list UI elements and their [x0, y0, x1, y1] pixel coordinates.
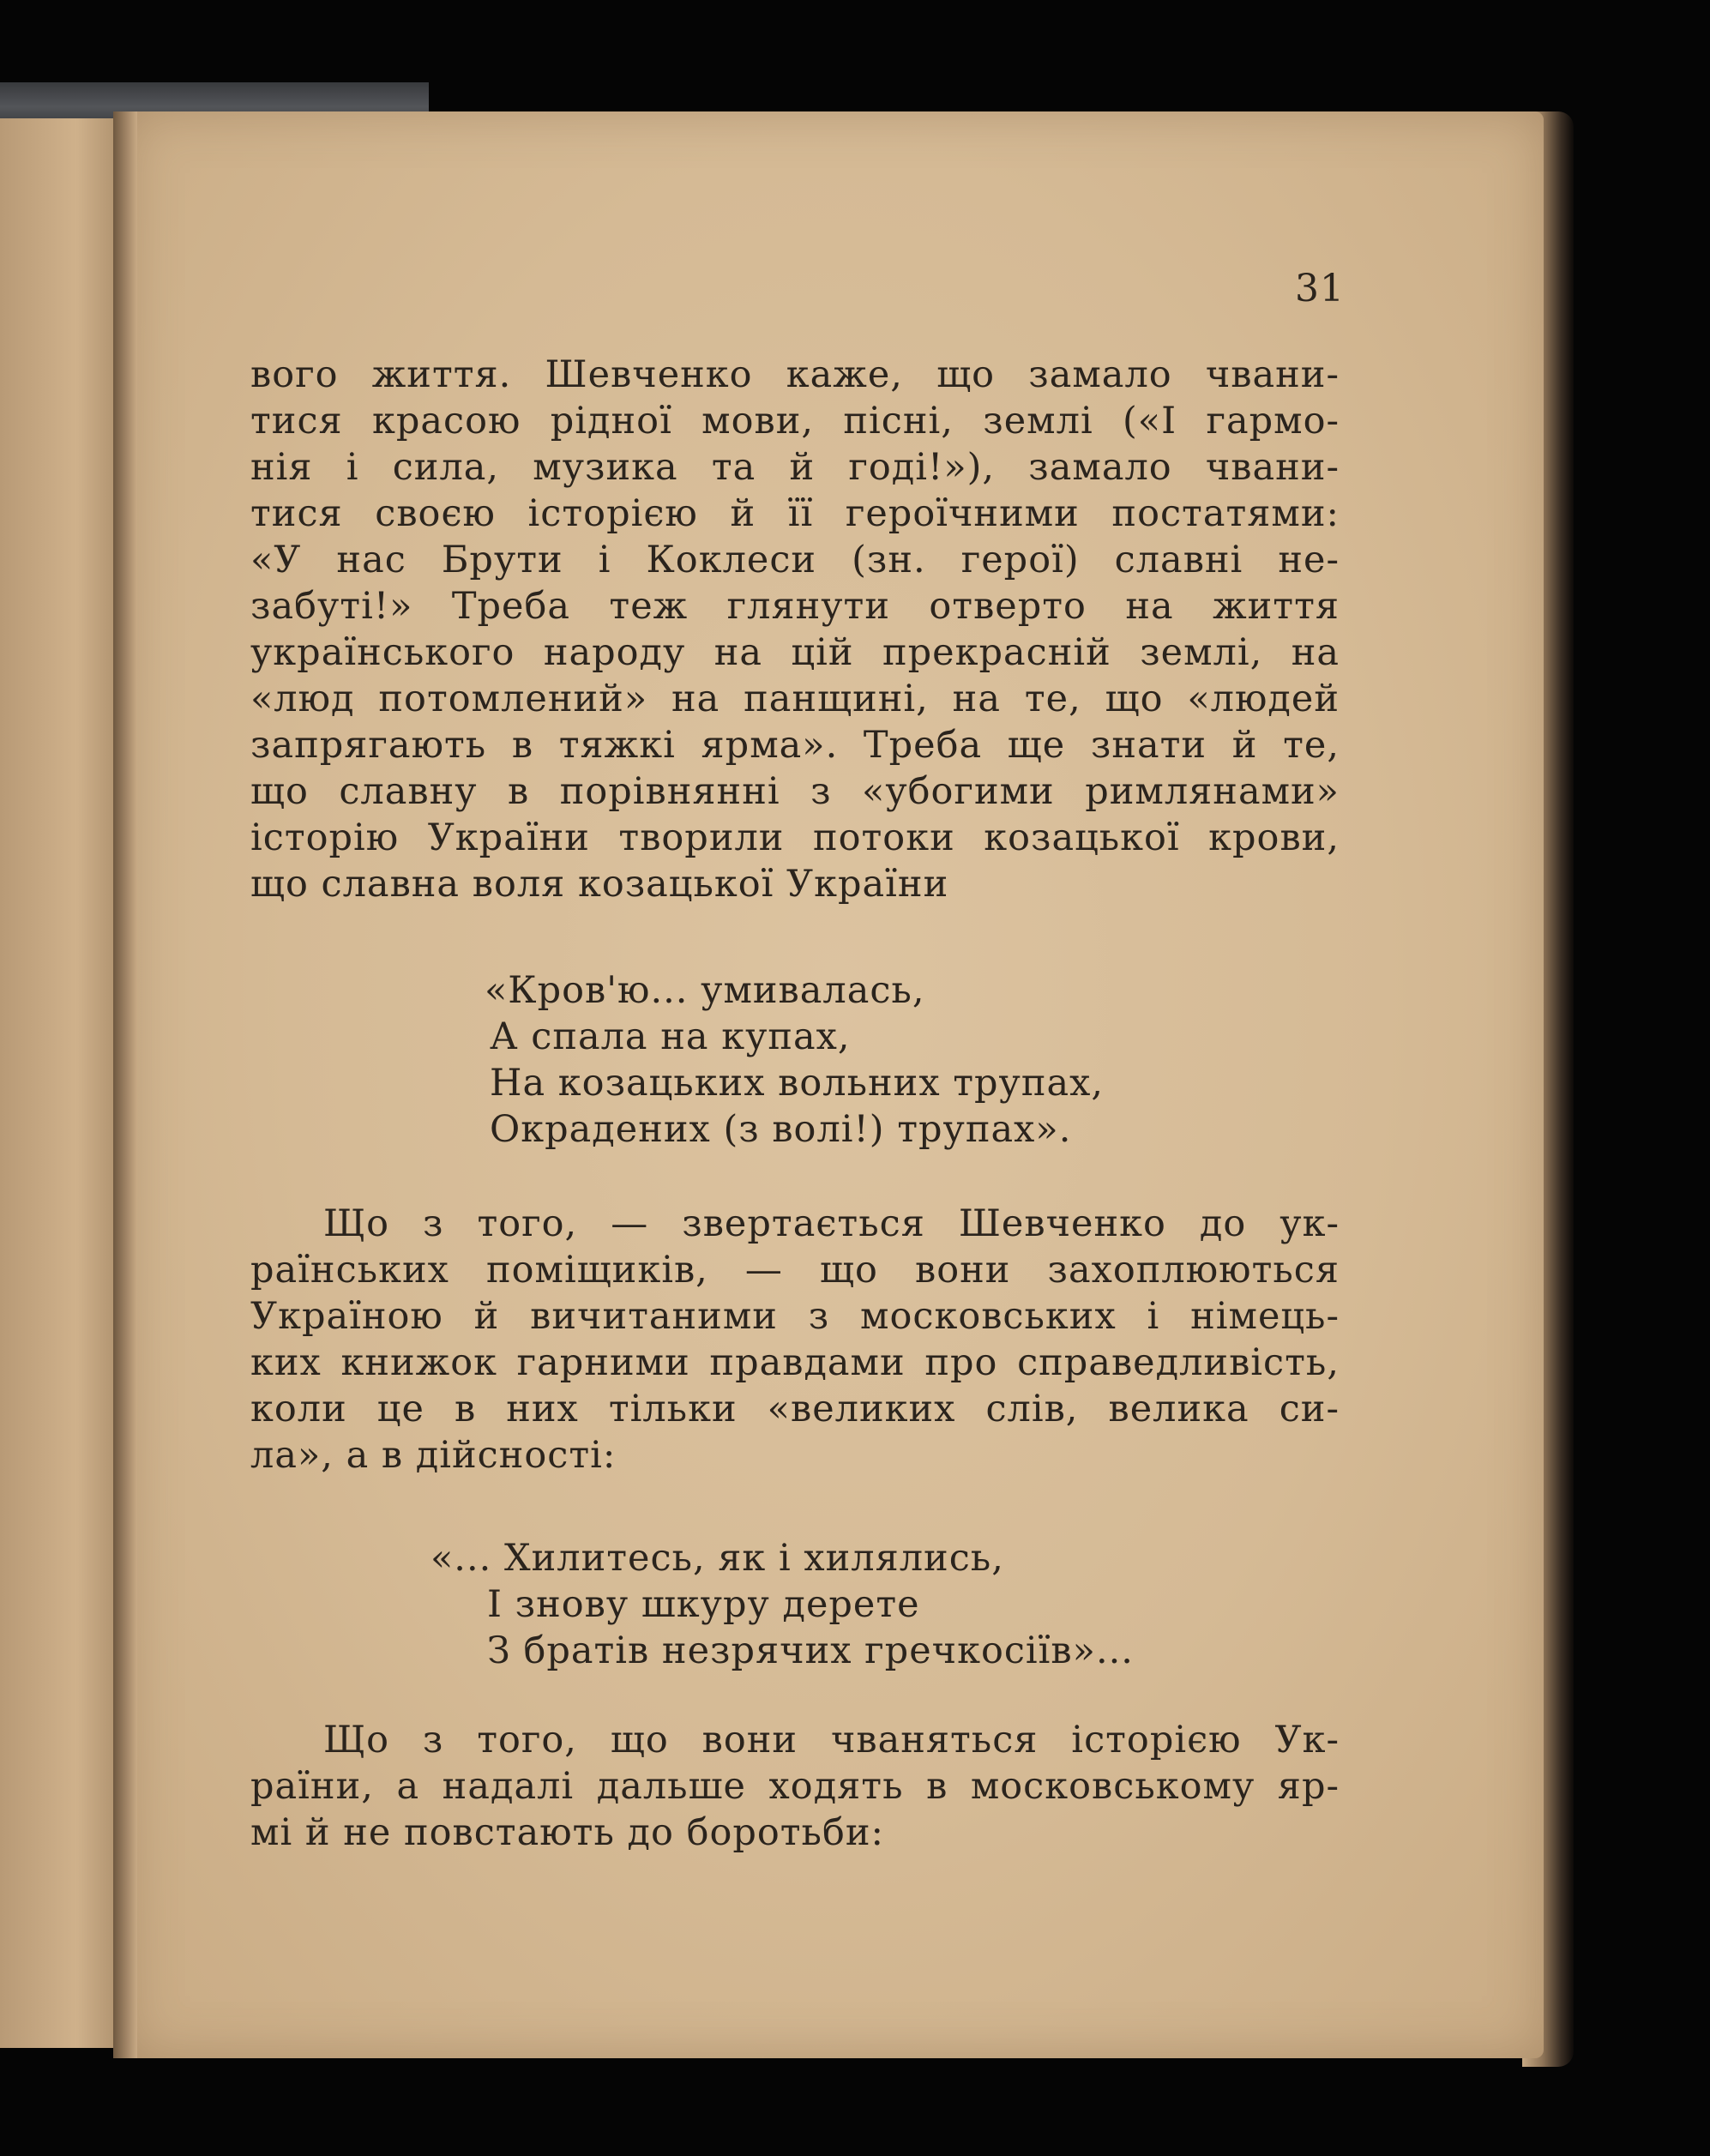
paragraph-3: [250, 1717, 1340, 1856]
book-gutter: [113, 111, 137, 2058]
text-line: запрягають в тяжкі ярма». Треба ще знати й те,: [250, 724, 1340, 767]
text-line: українського народу на цій прекрасній землі, на: [250, 631, 1340, 674]
text-line: ла», а в дійсності:: [250, 1434, 617, 1477]
verse-line: «Кров'ю... умивалась,: [485, 969, 925, 1012]
verse-line: А спала на купах,: [490, 1015, 851, 1058]
verse-line: І знову шкуру дерете: [487, 1583, 920, 1626]
verse-line: З братів незрячих гречкосіїв»...: [487, 1629, 1134, 1672]
text-line: вого життя. Шевченко каже, що замало чвани-: [250, 353, 1340, 396]
verse-1: [485, 967, 1104, 1153]
text-line: нія і сила, музика та й годі!»), замало чвани-: [250, 446, 1340, 489]
text-line: «У нас Брути і Коклеси (зн. герої) славні не-: [250, 539, 1340, 581]
verse-line: Окрадених (з волі!) трупах».: [490, 1108, 1072, 1151]
text-line: Україною й вичитаними з московських і німець-: [250, 1295, 1340, 1338]
text-line: мі й не повстають до боротьби:: [250, 1811, 884, 1854]
text-line: раїни, а надалі дальше ходять в московському яр-: [250, 1765, 1340, 1808]
text-line: коли це в них тільки «великих слів, велика си-: [250, 1388, 1340, 1430]
paragraph-1: [250, 352, 1340, 907]
text-line: раїнських поміщиків, — що вони захоплюються: [250, 1249, 1340, 1292]
text-line: Що з того, — звертається Шевченко до ук-: [323, 1202, 1340, 1245]
text-line: ких книжок гарними правдами про справедливість,: [250, 1341, 1340, 1384]
verse-line: «... Хилитесь, як і хилялись,: [431, 1537, 1004, 1580]
text-line: забуті!» Треба теж глянути отверто на життя: [250, 585, 1340, 628]
left-page-edge: [0, 118, 127, 2048]
page-number: 31: [1295, 267, 1345, 310]
text-line: тися красою рідної мови, пісні, землі («І гармо-: [250, 400, 1340, 443]
text-line: «люд потомлений» на панщині, на те, що «людей: [250, 678, 1340, 720]
text-line: тися своєю історією й її героїчними постатями:: [250, 492, 1340, 535]
text-line: що славну в порівнянні з «убогими римлянами»: [250, 770, 1340, 813]
text-line: Що з того, що вони чваняться історією Ук-: [323, 1719, 1340, 1762]
paragraph-2: [250, 1201, 1340, 1478]
text-line: історію України творили потоки козацької крови,: [250, 816, 1340, 859]
text-line: що славна воля козацької України: [250, 863, 949, 906]
verse-2: [431, 1535, 1134, 1674]
verse-line: На козацьких вольних трупах,: [490, 1062, 1105, 1105]
